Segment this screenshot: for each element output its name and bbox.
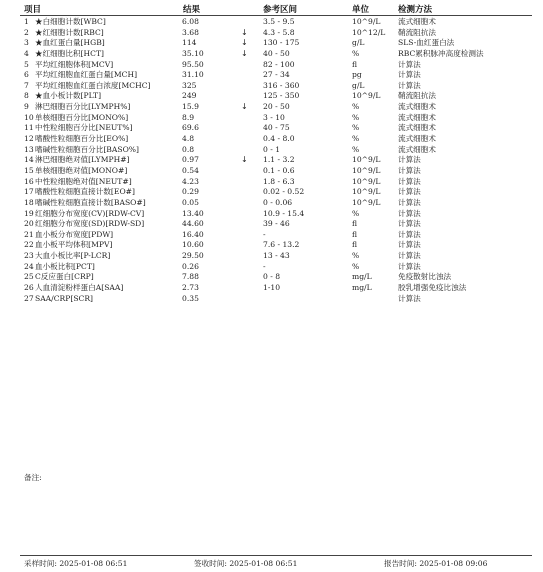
test-method: 计算法	[398, 251, 421, 261]
result-value: 13.40	[182, 208, 204, 218]
reference-range: 0.4 - 8.0	[263, 134, 295, 144]
result-value: 31.10	[182, 70, 204, 80]
table-row	[0, 38, 543, 49]
table-row	[0, 145, 543, 156]
row-number: 17	[24, 187, 34, 197]
unit: fl	[352, 59, 358, 69]
result-value: 35.10	[182, 48, 204, 58]
result-value: 8.9	[182, 112, 195, 122]
row-number: 2	[24, 27, 29, 37]
table-row	[0, 251, 543, 262]
result-value: 249	[182, 91, 197, 101]
unit: g/L	[352, 80, 365, 90]
unit: 10^12/L	[352, 27, 386, 37]
result-value: 10.60	[182, 240, 204, 250]
reference-range: 1.1 - 3.2	[263, 155, 295, 165]
table-row	[0, 60, 543, 71]
abnormal-flag: ↓	[241, 27, 248, 37]
abnormal-flag: ↓	[241, 102, 248, 112]
table-row	[0, 272, 543, 283]
footer-divider	[20, 555, 532, 556]
row-number: 25	[24, 272, 34, 282]
item-name: 淋巴细胞百分比[LYMPH%]	[35, 102, 131, 112]
result-value: 44.60	[182, 219, 204, 229]
test-method: 计算法	[398, 261, 421, 271]
table-row	[0, 283, 543, 294]
receive-time: 签收时间: 2025-01-08 06:51	[194, 559, 298, 568]
header-divider	[20, 15, 532, 16]
unit: mg/L	[352, 272, 372, 282]
unit: %	[352, 208, 360, 218]
item-name: 平均红细胞血红蛋白量[MCH]	[35, 70, 138, 80]
unit: %	[352, 261, 360, 271]
reference-range: 20 - 50	[263, 102, 290, 112]
report-time: 报告时间: 2025-01-08 09:06	[384, 559, 488, 568]
table-row	[0, 123, 543, 134]
item-name: 中性粒细胞百分比[NEUT%]	[35, 123, 133, 133]
test-method: 流式细胞术	[398, 123, 436, 133]
item-name: 单核细胞百分比[MONO%]	[35, 112, 129, 122]
item-name: 血小板平均体积[MPV]	[35, 240, 113, 250]
header-unit: 单位	[352, 5, 370, 15]
reference-range: 40 - 75	[263, 123, 290, 133]
item-name: 红细胞分布宽度(SD)[RDW-SD]	[35, 219, 145, 229]
abnormal-flag: ↓	[241, 155, 248, 165]
test-method: RBC累积脉冲高度检测法	[398, 48, 484, 58]
table-row	[0, 28, 543, 39]
unit: g/L	[352, 38, 365, 48]
item-name: 淋巴细胞绝对值[LYMPH#]	[35, 155, 130, 165]
unit: mg/L	[352, 283, 372, 293]
result-value: 3.68	[182, 27, 199, 37]
result-value: 0.29	[182, 187, 199, 197]
test-method: 流式细胞术	[398, 112, 436, 122]
table-row	[0, 155, 543, 166]
result-value: 0.8	[182, 144, 195, 154]
unit: %	[352, 48, 360, 58]
row-number: 12	[24, 134, 34, 144]
test-method: 鞘流阻抗法	[398, 27, 436, 37]
unit: 10^9/L	[352, 91, 381, 101]
unit: pg	[352, 70, 362, 80]
test-method: 计算法	[398, 80, 421, 90]
result-value: 15.9	[182, 102, 199, 112]
row-number: 15	[24, 165, 34, 175]
result-value: 114	[182, 38, 197, 48]
item-name: 中性粒细胞绝对值[NEUT#]	[35, 176, 132, 186]
row-number: 24	[24, 261, 34, 271]
table-row	[0, 187, 543, 198]
reference-range: 125 - 350	[263, 91, 300, 101]
reference-range: 0 - 8	[263, 272, 281, 282]
reference-range: 0.02 - 0.52	[263, 187, 305, 197]
test-method: 鞘流阻抗法	[398, 91, 436, 101]
table-row	[0, 134, 543, 145]
table-row	[0, 294, 543, 305]
result-value: 16.40	[182, 229, 204, 239]
row-number: 9	[24, 102, 29, 112]
table-row	[0, 113, 543, 124]
reference-range: 39 - 46	[263, 219, 290, 229]
table-row	[0, 91, 543, 102]
item-name: ★红细胞比积[HCT]	[35, 48, 104, 58]
test-method: 计算法	[398, 219, 421, 229]
item-name: 嗜碱性粒细胞百分比[BASO%]	[35, 144, 139, 154]
result-value: 69.6	[182, 123, 199, 133]
result-value: 6.08	[182, 17, 199, 26]
table-row	[0, 219, 543, 230]
unit: 10^9/L	[352, 197, 381, 207]
reference-range: -	[263, 261, 266, 271]
reference-range: -	[263, 229, 266, 239]
test-method: 免疫散射比浊法	[398, 272, 452, 282]
table-row	[0, 81, 543, 92]
row-number: 8	[24, 91, 29, 101]
header-result: 结果	[183, 5, 201, 15]
abnormal-flag: ↓	[241, 48, 248, 58]
test-method: 计算法	[398, 176, 421, 186]
test-method: 计算法	[398, 155, 421, 165]
item-name: 血小板比积[PCT]	[35, 261, 95, 271]
test-method: 计算法	[398, 229, 421, 239]
table-row	[0, 240, 543, 251]
reference-range: 1-10	[263, 283, 281, 293]
footer-times	[24, 559, 529, 569]
item-name: ★血红蛋白量[HGB]	[35, 38, 105, 48]
row-number: 16	[24, 176, 34, 186]
row-number: 4	[24, 48, 29, 58]
unit: %	[352, 134, 360, 144]
reference-range: 4.3 - 5.8	[263, 27, 295, 37]
test-method: 计算法	[398, 70, 421, 80]
row-number: 21	[24, 229, 34, 239]
row-number: 27	[24, 293, 34, 303]
item-name: 大血小板比率[P-LCR]	[35, 251, 111, 261]
unit: 10^9/L	[352, 176, 381, 186]
header-method: 检测方法	[398, 5, 433, 15]
item-name: 嗜酸性粒细胞百分比[EO%]	[35, 134, 129, 144]
unit: fl	[352, 229, 358, 239]
table-row	[0, 262, 543, 273]
table-row	[0, 49, 543, 60]
row-number: 18	[24, 197, 34, 207]
remark-label: 备注:	[24, 473, 42, 482]
unit: fl	[352, 240, 358, 250]
header-item: 项目	[24, 5, 42, 15]
row-number: 19	[24, 208, 34, 218]
unit: %	[352, 102, 360, 112]
reference-range: 40 - 50	[263, 48, 290, 58]
table-row	[0, 198, 543, 209]
row-number: 1	[24, 17, 29, 26]
table-row	[0, 209, 543, 220]
reference-range: 0.1 - 0.6	[263, 165, 295, 175]
item-name: 嗜酸性粒细胞直接计数[EO#]	[35, 187, 135, 197]
test-method: 流式细胞术	[398, 102, 436, 112]
test-method: 计算法	[398, 240, 421, 250]
row-number: 3	[24, 38, 29, 48]
reference-range: 13 - 43	[263, 251, 290, 261]
row-number: 13	[24, 144, 34, 154]
table-row	[0, 230, 543, 241]
item-name: ★血小板计数[PLT]	[35, 91, 102, 101]
table-row	[0, 177, 543, 188]
row-number: 22	[24, 240, 34, 250]
result-value: 0.97	[182, 155, 199, 165]
test-method: 计算法	[398, 293, 421, 303]
unit: %	[352, 123, 360, 133]
test-method: 计算法	[398, 59, 421, 69]
test-method: 流式细胞术	[398, 144, 436, 154]
row-number: 7	[24, 80, 29, 90]
item-name: 人血清淀粉样蛋白A[SAA]	[35, 283, 124, 293]
test-method: 计算法	[398, 187, 421, 197]
item-name: 平均红细胞体积[MCV]	[35, 59, 114, 69]
table-header	[24, 3, 529, 15]
test-method: SLS-血红蛋白法	[398, 38, 455, 48]
header-ref: 参考区间	[263, 5, 298, 15]
item-name: 血小板分布宽度[PDW]	[35, 229, 114, 239]
unit: %	[352, 251, 360, 261]
reference-range: 3.5 - 9.5	[263, 17, 295, 26]
reference-range: 316 - 360	[263, 80, 300, 90]
row-number: 6	[24, 70, 29, 80]
result-value: 0.35	[182, 293, 199, 303]
item-name: 平均红细胞血红蛋白浓度[MCHC]	[35, 80, 151, 90]
table-row	[0, 17, 543, 28]
reference-range: 7.6 - 13.2	[263, 240, 300, 250]
item-name: 单核细胞绝对值[MONO#]	[35, 165, 128, 175]
reference-range: 0 - 1	[263, 144, 281, 154]
result-value: 0.05	[182, 197, 199, 207]
test-method: 流式细胞术	[398, 134, 436, 144]
abnormal-flag: ↓	[241, 38, 248, 48]
reference-range: 82 - 100	[263, 59, 295, 69]
table-row	[0, 102, 543, 113]
unit: %	[352, 112, 360, 122]
unit: 10^9/L	[352, 155, 381, 165]
reference-range: 10.9 - 15.4	[263, 208, 305, 218]
row-number: 11	[24, 123, 34, 133]
reference-range: 130 - 175	[263, 38, 300, 48]
test-method: 胶乳增强免疫比浊法	[398, 283, 467, 293]
reference-range: 3 - 10	[263, 112, 285, 122]
row-number: 10	[24, 112, 34, 122]
test-method: 计算法	[398, 208, 421, 218]
results-table	[0, 17, 543, 304]
test-method: 流式细胞术	[398, 17, 436, 26]
row-number: 5	[24, 59, 29, 69]
row-number: 20	[24, 219, 34, 229]
item-name: ★白细胞计数[WBC]	[35, 17, 106, 26]
item-name: C反应蛋白[CRP]	[35, 272, 94, 282]
result-value: 29.50	[182, 251, 204, 261]
result-value: 325	[182, 80, 197, 90]
table-row	[0, 70, 543, 81]
reference-range: 1.8 - 6.3	[263, 176, 295, 186]
unit: 10^9/L	[352, 187, 381, 197]
row-number: 14	[24, 155, 34, 165]
reference-range: 27 - 34	[263, 70, 290, 80]
table-row	[0, 166, 543, 177]
result-value: 2.73	[182, 283, 199, 293]
result-value: 0.54	[182, 165, 199, 175]
result-value: 7.88	[182, 272, 199, 282]
collect-time: 采样时间: 2025-01-08 06:51	[24, 559, 128, 568]
item-name: ★红细胞计数[RBC]	[35, 27, 104, 37]
test-method: 计算法	[398, 197, 421, 207]
item-name: 嗜碱性粒细胞直接计数[BASO#]	[35, 197, 146, 207]
item-name: SAA/CRP[SCR]	[35, 293, 94, 303]
row-number: 23	[24, 251, 34, 261]
result-value: 95.50	[182, 59, 204, 69]
test-method: 计算法	[398, 165, 421, 175]
result-value: 4.23	[182, 176, 199, 186]
unit: 10^9/L	[352, 165, 381, 175]
result-value: 0.26	[182, 261, 199, 271]
unit: fl	[352, 219, 358, 229]
row-number: 26	[24, 283, 34, 293]
unit: %	[352, 144, 360, 154]
result-value: 4.8	[182, 134, 195, 144]
reference-range: 0 - 0.06	[263, 197, 293, 207]
item-name: 红细胞分布宽度(CV)[RDW-CV]	[35, 208, 145, 218]
unit: 10^9/L	[352, 17, 381, 26]
